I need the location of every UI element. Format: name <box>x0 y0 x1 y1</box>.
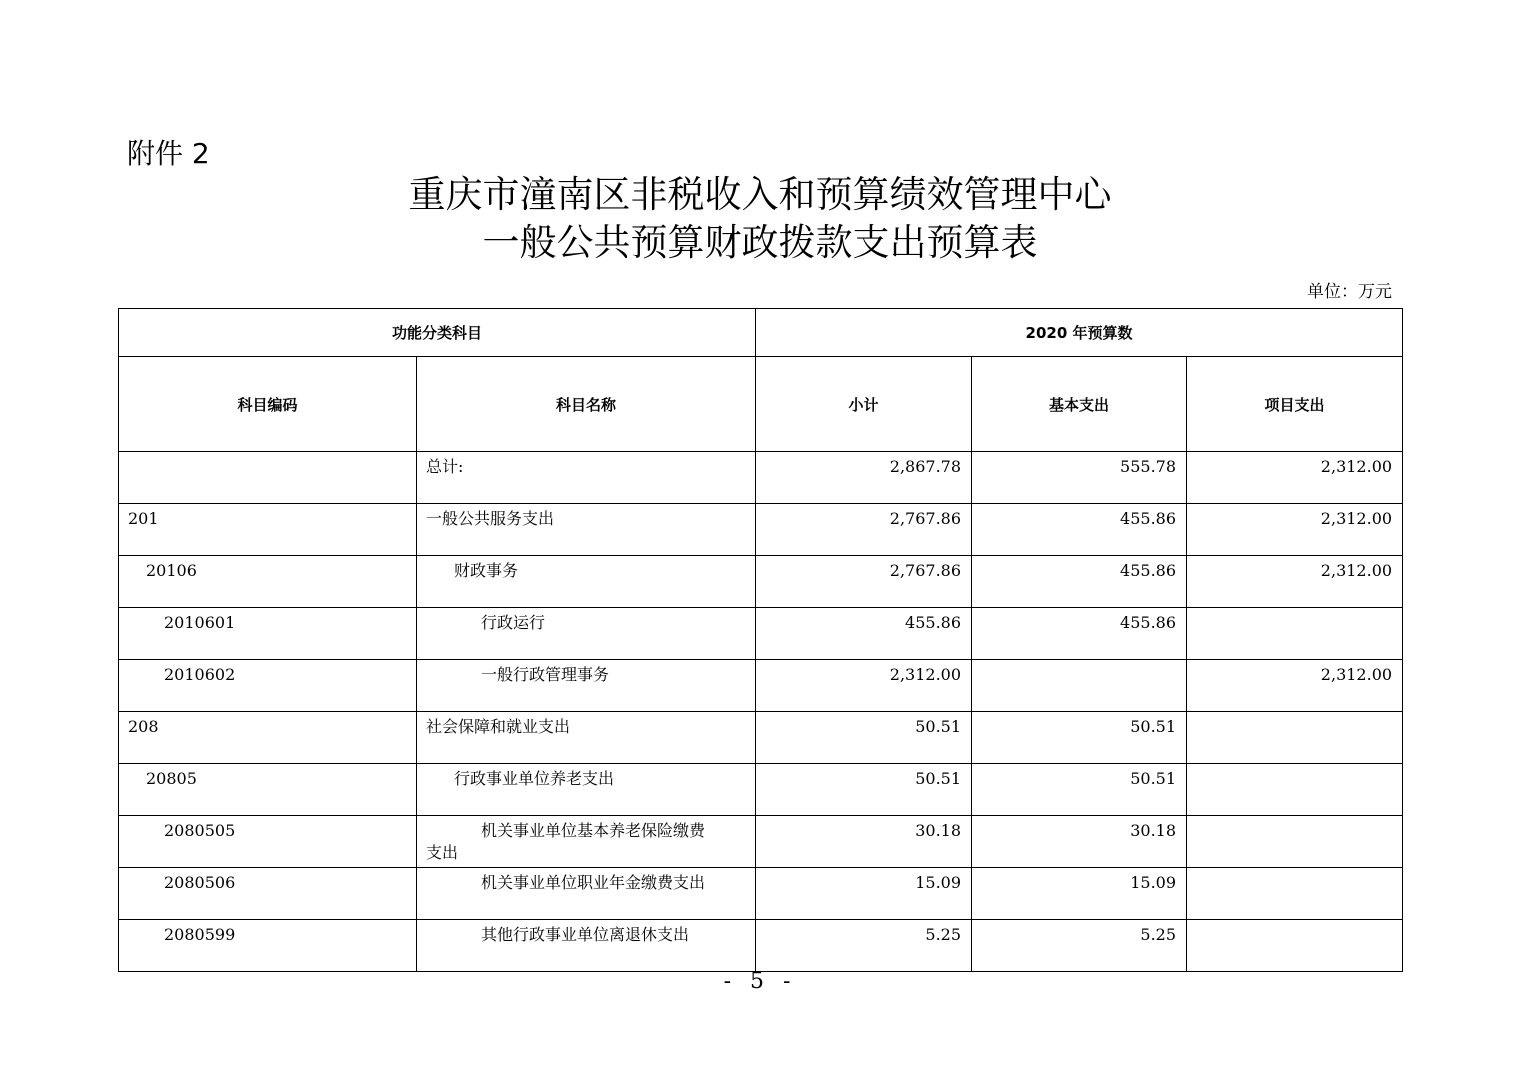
table-row <box>119 868 1403 920</box>
cell-subtotal: 15.09 <box>756 868 972 920</box>
cell-name: 行政事业单位养老支出 <box>417 764 756 816</box>
cell-project <box>1187 868 1403 920</box>
cell-name: 总计: <box>417 452 756 504</box>
cell-name: 一般公共服务支出 <box>417 504 756 556</box>
cell-basic: 555.78 <box>972 452 1187 504</box>
header-basic: 基本支出 <box>972 357 1187 452</box>
table-row <box>119 712 1403 764</box>
table-row <box>119 504 1403 556</box>
cell-project <box>1187 816 1403 868</box>
table-row <box>119 660 1403 712</box>
header-name: 科目名称 <box>417 357 756 452</box>
cell-project: 2,312.00 <box>1187 504 1403 556</box>
table-row <box>119 816 1403 868</box>
document-title-line1: 重庆市潼南区非税收入和预算绩效管理中心 <box>408 173 1112 216</box>
cell-basic: 455.86 <box>972 556 1187 608</box>
document-title-line2: 一般公共预算财政拨款支出预算表 <box>482 221 1038 264</box>
cell-basic: 455.86 <box>972 608 1187 660</box>
cell-project: 2,312.00 <box>1187 556 1403 608</box>
cell-name: 社会保障和就业支出 <box>417 712 756 764</box>
cell-project <box>1187 608 1403 660</box>
cell-code: 20805 <box>119 764 417 816</box>
cell-name: 财政事务 <box>417 556 756 608</box>
cell-code: 201 <box>119 504 417 556</box>
cell-subtotal: 50.51 <box>756 712 972 764</box>
cell-name-line1: 机关事业单位基本养老保险缴费 <box>481 821 706 840</box>
header-classification: 功能分类科目 <box>119 309 756 357</box>
unit-label: 单位：万元 <box>1307 282 1392 302</box>
table-row <box>119 764 1403 816</box>
table-row <box>119 920 1403 972</box>
cell-project <box>1187 764 1403 816</box>
cell-name <box>417 816 756 868</box>
cell-code: 2010602 <box>119 660 417 712</box>
table-group-header-row <box>119 309 1403 357</box>
cell-basic: 50.51 <box>972 764 1187 816</box>
cell-name: 机关事业单位职业年金缴费支出 <box>417 868 756 920</box>
cell-subtotal: 2,767.86 <box>756 556 972 608</box>
header-subtotal: 小计 <box>756 357 972 452</box>
cell-subtotal: 455.86 <box>756 608 972 660</box>
cell-basic: 50.51 <box>972 712 1187 764</box>
cell-name-line2: 支出 <box>426 843 459 862</box>
cell-subtotal: 2,867.78 <box>756 452 972 504</box>
cell-code <box>119 452 417 504</box>
cell-code: 2080506 <box>119 868 417 920</box>
cell-name: 行政运行 <box>417 608 756 660</box>
page-number: - 5 - <box>723 969 797 994</box>
cell-subtotal: 5.25 <box>756 920 972 972</box>
cell-basic: 455.86 <box>972 504 1187 556</box>
cell-code: 2080505 <box>119 816 417 868</box>
table-row-total <box>119 452 1403 504</box>
table-column-header-row <box>119 357 1403 452</box>
cell-subtotal: 2,767.86 <box>756 504 972 556</box>
cell-code: 2080599 <box>119 920 417 972</box>
cell-code: 2010601 <box>119 608 417 660</box>
cell-basic <box>972 660 1187 712</box>
cell-subtotal: 2,312.00 <box>756 660 972 712</box>
cell-code: 20106 <box>119 556 417 608</box>
cell-code: 208 <box>119 712 417 764</box>
cell-basic: 5.25 <box>972 920 1187 972</box>
header-code: 科目编码 <box>119 357 417 452</box>
cell-subtotal: 30.18 <box>756 816 972 868</box>
table-row <box>119 556 1403 608</box>
attachment-label: 附件 2 <box>127 137 210 170</box>
cell-name: 其他行政事业单位离退休支出 <box>417 920 756 972</box>
cell-basic: 15.09 <box>972 868 1187 920</box>
budget-table <box>118 308 1403 972</box>
header-project: 项目支出 <box>1187 357 1403 452</box>
header-budget-2020: 2020 年预算数 <box>756 309 1403 357</box>
cell-project: 2,312.00 <box>1187 660 1403 712</box>
cell-basic: 30.18 <box>972 816 1187 868</box>
cell-project: 2,312.00 <box>1187 452 1403 504</box>
table-row <box>119 608 1403 660</box>
cell-project <box>1187 712 1403 764</box>
cell-name: 一般行政管理事务 <box>417 660 756 712</box>
cell-subtotal: 50.51 <box>756 764 972 816</box>
cell-project <box>1187 920 1403 972</box>
